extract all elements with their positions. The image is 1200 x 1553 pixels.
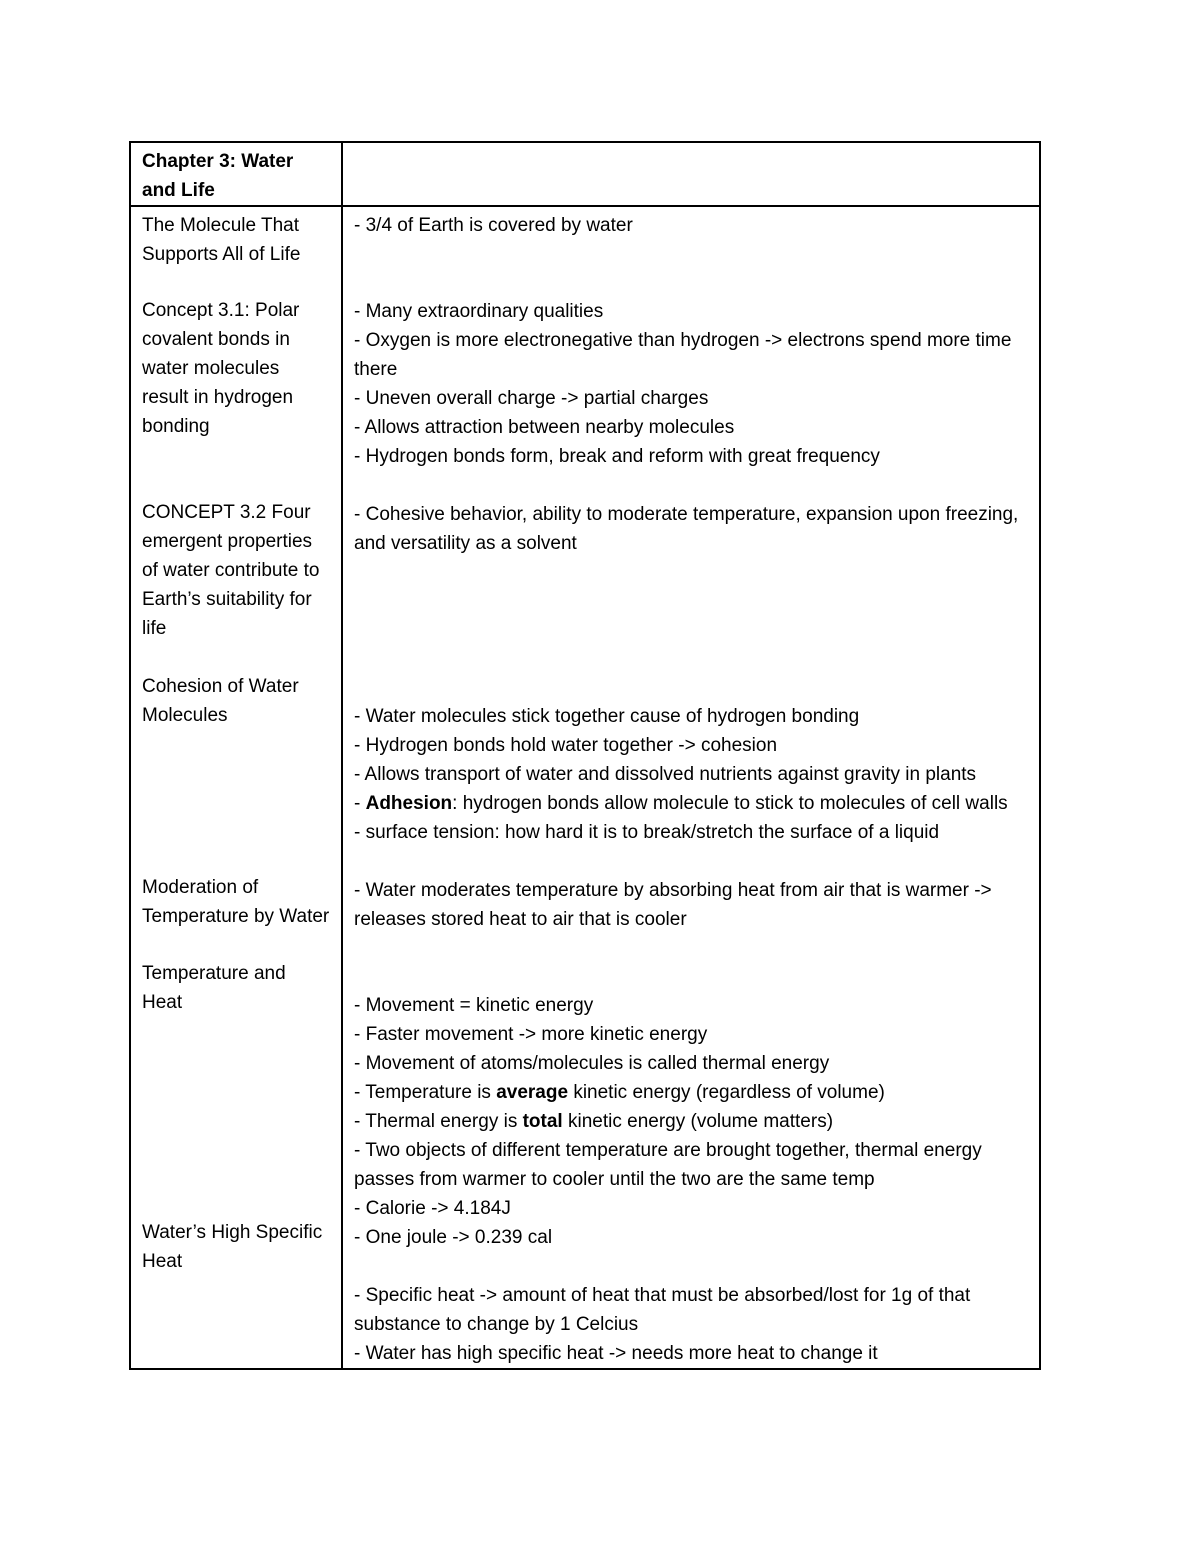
notes-specific-heat [354, 1281, 1029, 1368]
topic-specific-heat: Water’s High Specific Heat [142, 1222, 323, 1272]
total-term: total [522, 1111, 563, 1132]
note-line: - Hydrogen bonds hold water together -> cohesion [354, 735, 778, 756]
note-line: - Movement of atoms/molecules is called thermal energy [354, 1053, 830, 1074]
notes-moderation [354, 876, 1029, 934]
topic-concept-3-1: Concept 3.1: Polar covalent bonds in water molecules result in hydrogen bonding [142, 300, 300, 437]
note-line: - Two objects of different temperature are brought together, thermal energy passes from warmer to cooler until the two are the same temp [354, 1140, 982, 1190]
notes-molecule [354, 211, 1029, 240]
topic-molecule: The Molecule That Supports All of Life [142, 215, 301, 265]
note-line: - Cohesive behavior, ability to moderate temperature, expansion upon freezing, and versatility as a solvent [354, 504, 1019, 554]
note-line: - Hydrogen bonds form, break and reform with great frequency [354, 446, 880, 467]
notes-cohesion [354, 702, 1029, 847]
note-line-adhesion: - Adhesion: hydrogen bonds allow molecule to stick to molecules of cell walls [354, 793, 1008, 814]
note-line: - Movement = kinetic energy [354, 995, 594, 1016]
note-line: - Faster movement -> more kinetic energy [354, 1024, 708, 1045]
topic-temperature-heat: Temperature and Heat [142, 963, 286, 1013]
header-row [130, 142, 1040, 206]
notes-concept-3-1 [354, 297, 1029, 471]
note-line: - Many extraordinary qualities [354, 301, 604, 322]
note-line-average: - Temperature is average kinetic energy (regardless of volume) [354, 1082, 885, 1103]
note-line: - Specific heat -> amount of heat that must be absorbed/lost for 1g of that substance to change by 1 Celcius [354, 1285, 971, 1335]
note-line: - Calorie -> 4.184J [354, 1198, 511, 1219]
topic-moderation: Moderation of Temperature by Water [142, 877, 330, 927]
note-line: - 3/4 of Earth is covered by water [354, 215, 633, 236]
note-line: - Water moderates temperature by absorbing heat from air that is warmer -> releases stored heat to air that is cooler [354, 880, 992, 930]
notes-column [342, 206, 1040, 1369]
notes-table [129, 141, 1041, 1370]
topic-concept-3-2: CONCEPT 3.2 Four emergent properties of water contribute to Earth’s suitability for life [142, 502, 320, 639]
chapter-title: Chapter 3: Water and Life [130, 142, 342, 206]
note-line: - Water molecules stick together cause of hydrogen bonding [354, 706, 860, 727]
note-line: - One joule -> 0.239 cal [354, 1227, 553, 1248]
note-line-total: - Thermal energy is total kinetic energy (volume matters) [354, 1111, 834, 1132]
topic-cell [142, 211, 331, 269]
note-line: - Uneven overall charge -> partial charges [354, 388, 709, 409]
note-line: - Allows transport of water and dissolved nutrients against gravity in plants [354, 764, 977, 785]
note-line: - Allows attraction between nearby molecules [354, 417, 735, 438]
header-empty-cell [342, 142, 1040, 206]
note-line: - surface tension: how hard it is to break/stretch the surface of a liquid [354, 822, 940, 843]
notes-concept-3-2 [354, 500, 1029, 558]
note-line: - Water has high specific heat -> needs more heat to change it [354, 1343, 878, 1364]
average-term: average [496, 1082, 569, 1103]
adhesion-term: Adhesion [365, 793, 453, 814]
notes-temperature-heat [354, 991, 1029, 1252]
content-row [130, 206, 1040, 1369]
topics-column [130, 206, 342, 1369]
note-line: - Oxygen is more electronegative than hydrogen -> electrons spend more time there [354, 330, 1012, 380]
topic-cohesion: Cohesion of Water Molecules [142, 676, 299, 726]
